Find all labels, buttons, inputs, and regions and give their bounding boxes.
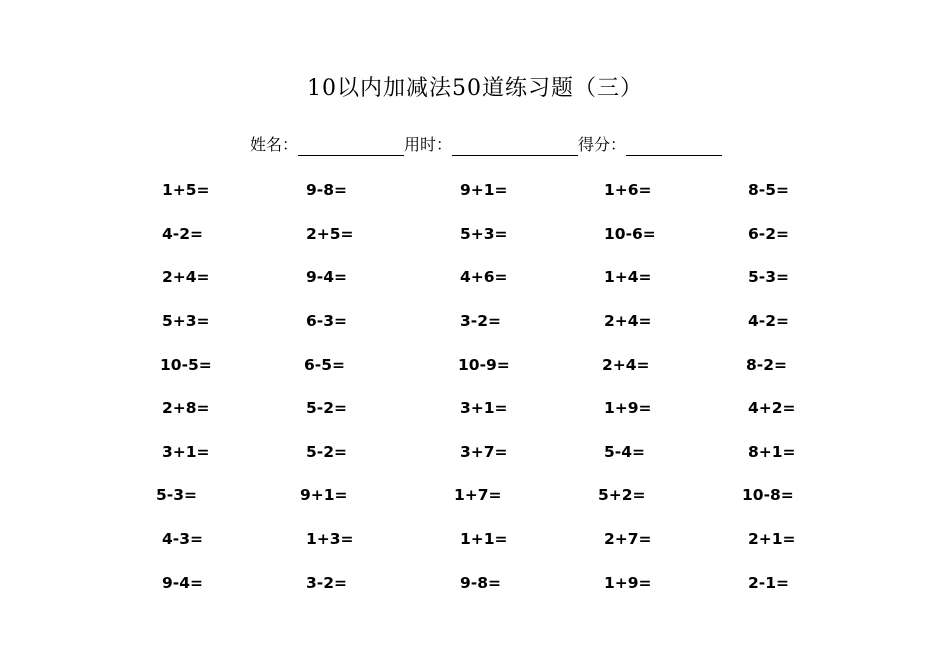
problem-r1-c3: 9+1=: [460, 181, 508, 199]
problem-r9-c4: 2+7=: [604, 530, 652, 548]
problem-r9-c3: 1+1=: [460, 530, 508, 548]
problem-r10-c2: 3-2=: [306, 574, 347, 592]
problem-r4-c1: 5+3=: [162, 312, 210, 330]
problem-r3-c2: 9-4=: [306, 268, 347, 286]
problem-r3-c3: 4+6=: [460, 268, 508, 286]
name-label: 姓名：: [250, 135, 299, 154]
problem-r9-c5: 2+1=: [748, 530, 796, 548]
problem-r8-c1: 5-3=: [156, 486, 197, 504]
problem-r7-c4: 5-4=: [604, 443, 645, 461]
problem-r9-c2: 1+3=: [306, 530, 354, 548]
problem-r1-c4: 1+6=: [604, 181, 652, 199]
problem-r5-c3: 10-9=: [458, 356, 510, 374]
problem-r8-c4: 5+2=: [598, 486, 646, 504]
time-label: 用时：: [404, 135, 453, 154]
problem-r5-c1: 10-5=: [160, 356, 212, 374]
problem-r4-c4: 2+4=: [604, 312, 652, 330]
problem-r7-c3: 3+7=: [460, 443, 508, 461]
problem-r3-c5: 5-3=: [748, 268, 789, 286]
problem-r6-c3: 3+1=: [460, 399, 508, 417]
problem-r10-c3: 9-8=: [460, 574, 501, 592]
problem-r3-c4: 1+4=: [604, 268, 652, 286]
problem-r2-c2: 2+5=: [306, 225, 354, 243]
problem-r4-c2: 6-3=: [306, 312, 347, 330]
problem-r6-c4: 1+9=: [604, 399, 652, 417]
problem-r2-c3: 5+3=: [460, 225, 508, 243]
problem-r1-c1: 1+5=: [162, 181, 210, 199]
problem-r3-c1: 2+4=: [162, 268, 210, 286]
problem-r10-c4: 1+9=: [604, 574, 652, 592]
problem-r2-c1: 4-2=: [162, 225, 203, 243]
problem-r7-c2: 5-2=: [306, 443, 347, 461]
problem-r2-c5: 6-2=: [748, 225, 789, 243]
problem-r1-c5: 8-5=: [748, 181, 789, 199]
problem-r8-c2: 9+1=: [300, 486, 348, 504]
problem-r10-c5: 2-1=: [748, 574, 789, 592]
worksheet-title: 10以内加减法50道练习题（三）: [307, 76, 643, 101]
problem-r6-c5: 4+2=: [748, 399, 796, 417]
problem-r5-c2: 6-5=: [304, 356, 345, 374]
problem-r9-c1: 4-3=: [162, 530, 203, 548]
problem-r4-c5: 4-2=: [748, 312, 789, 330]
problem-r4-c3: 3-2=: [460, 312, 501, 330]
problem-r1-c2: 9-8=: [306, 181, 347, 199]
problem-r7-c5: 8+1=: [748, 443, 796, 461]
problem-r8-c3: 1+7=: [454, 486, 502, 504]
problem-r5-c5: 8-2=: [746, 356, 787, 374]
problem-r2-c4: 10-6=: [604, 225, 656, 243]
problem-r6-c1: 2+8=: [162, 399, 210, 417]
problem-r10-c1: 9-4=: [162, 574, 203, 592]
problem-r7-c1: 3+1=: [162, 443, 210, 461]
problem-r8-c5: 10-8=: [742, 486, 794, 504]
score-label: 得分：: [578, 135, 627, 154]
problem-r6-c2: 5-2=: [306, 399, 347, 417]
problem-r5-c4: 2+4=: [602, 356, 650, 374]
